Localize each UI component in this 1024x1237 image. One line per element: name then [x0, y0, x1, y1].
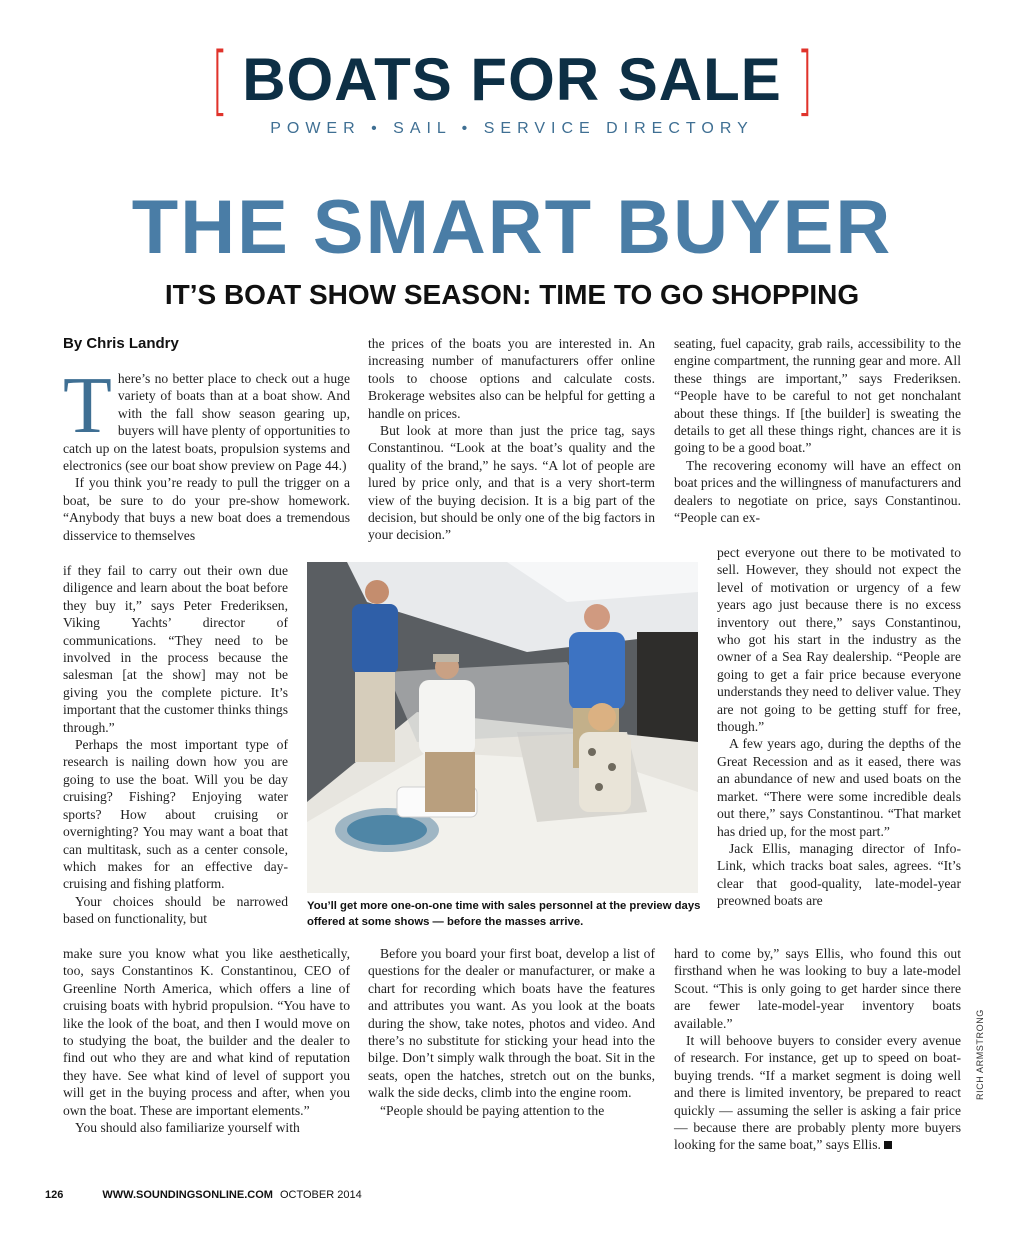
- column-3-top: [674, 335, 961, 526]
- masthead-close-bracket: ]: [796, 35, 813, 124]
- paragraph: if they fail to carry out their own due diligence and learn about the boat before they buy it,” says Peter Frederiksen, Viking Yachts’ director of communications. “They need to be involved in the process because the salesman [at the show] may not be giving you the complete picture. It’s important that the customer thinks things through.”: [63, 563, 288, 735]
- paragraph: seating, fuel capacity, grab rails, accessibility to the engine compartment, the running gear and more. All these things are important,” says Frederiksen. “People have to be careful to not get nonchalant about these things. If [the builder] is sweating the details to get all these things right, chances are it is going to be a good boat.”: [674, 336, 961, 456]
- paragraph: “People should be paying attention to the: [380, 1102, 605, 1118]
- paragraph: Before you board your first boat, develop a list of questions for the dealer or manufacturer, or make a chart for recording which boats have the features and attributes you want. As you look at the boats during the show, take notes, photos and video. And there’s no substitute for sticking your head into the bilge. Don’t simply walk through the boat. Sit in the seats, open the hatches, stretch out on the bunks, walk the side decks, climb into the engine room.: [368, 946, 655, 1101]
- paragraph: the prices of the boats you are interested in. An increasing number of manufacturers offer online tools to choose options and calculate costs. Brokerage websites also can be helpful for getting a handle on prices.: [368, 336, 655, 421]
- paragraph: But look at more than just the price tag, says Constantinou. “Look at the boat’s quality and the quality of the brand,” he says. “A lot of people are lured by price only, and that is a very short-term view of the buying decision. It is a big part of the decision, but should be only one of the big factors in your decision.”: [368, 423, 655, 543]
- paragraph: hard to come by,” says Ellis, who found this out firsthand when he was looking to buy a late-model Scout. “This is only going to get harder since there are fewer late-model-year inventory boats available.”: [674, 946, 961, 1031]
- website-url: WWW.SOUNDINGSONLINE.COM: [102, 1189, 273, 1201]
- paragraph: Perhaps the most important type of research is nailing down how you are going to use the boat. Will you be day cruising? Fishing? Enjoying water sports? How about cruising or overnighting? You may want a boat that can multitask, such as a center console, which makes for an effective day-cruising and fishing platform.: [63, 737, 288, 892]
- boat-show-photo-illustration: [307, 562, 698, 893]
- masthead: [0, 35, 1024, 124]
- column-2-bottom: [368, 945, 655, 1119]
- page-number: 126: [45, 1189, 64, 1201]
- column-1-top: [63, 362, 350, 544]
- column-1-bottom: [63, 945, 350, 1136]
- page-footer: [45, 1189, 362, 1201]
- article-headline: THE SMART BUYER: [131, 185, 893, 270]
- paragraph: Your choices should be narrowed based on functionality, but: [63, 893, 288, 927]
- paragraph: pect everyone out there to be motivated to sell. However, they should not expect the level of motivation or urgency of a few years ago just because there is no excess inventory out there,” says Constantinou, who got his start in the industry as the owner of a Sea Ray dealership. “People are going to get a fair price because everyone understands they need to deliver value. They are not going to be getting stuff for free, though.”: [717, 545, 961, 735]
- issue-date: OCTOBER 2014: [279, 1189, 362, 1201]
- paragraph: Jack Ellis, managing director of Info-Link, which tracks boat sales, agrees. “It’s clear that good-quality, late-model-year preowned boats are: [717, 840, 961, 909]
- column-2-top: [368, 335, 655, 544]
- column-1-middle: [63, 562, 288, 928]
- column-3-bottom: [674, 945, 961, 1154]
- paragraph: There’s no better place to check out a huge variety of boats than at a boat show. And with the fall show season gearing up, buyers will have plenty of opportunities to catch up on the latest boats, propulsion systems and electronics (see our boat show preview on Page 44.): [63, 362, 350, 474]
- byline: By Chris Landry: [63, 335, 179, 352]
- photo-caption: You’ll get more one-on-one time with sales personnel at the preview days offered at some shows — before the masses arrive.: [307, 900, 701, 928]
- paragraph: The recovering economy will have an effect on boat prices and the willingness of manufacturers and dealers to negotiate on price, says Constantinou. “People can ex-: [674, 457, 961, 526]
- paragraph: It will behoove buyers to consider every avenue of research. For instance, get up to speed on boat-buying trends. “If a market segment is doing well and there is limited inventory, be prepared to react quickly — assuming the seller is asking a fair price — because there are probably plenty more buyers looking for the same boat,” says Ellis.: [674, 1033, 961, 1153]
- masthead-subtitle: POWER • SAIL • SERVICE DIRECTORY: [270, 120, 754, 137]
- article-deck: IT’S BOAT SHOW SEASON: TIME TO GO SHOPPING: [164, 279, 860, 310]
- article-photo: [307, 562, 698, 893]
- paragraph: make sure you know what you like aesthetically, too, says Constantinos K. Constantinou, CEO of Greenline North America, which offers a line of cruising boats with hybrid propulsion. “You have to like the look of the boat, and then I would move on to studying the boat, the builder and the dealer to find out who they are and what kind of reputation they have. See what kind of level of support you will get in the buying process and after, when you own the boat. These are important elements.”: [63, 946, 350, 1118]
- drop-cap: T: [63, 362, 112, 450]
- end-mark-icon: [884, 1141, 892, 1149]
- masthead-title: BOATS FOR SALE: [242, 46, 782, 113]
- paragraph: A few years ago, during the depths of the Great Recession and as it eased, there was an abundance of new and used boats on the market. “There were some incredible deals out there,” says Constantinou. “That market has dried up, for the most part.”: [717, 736, 961, 839]
- paragraph: You should also familiarize yourself with: [75, 1120, 300, 1136]
- column-3-middle: [717, 544, 961, 910]
- paragraph: If you think you’re ready to pull the trigger on a boat, be sure to do your pre-show homework. “Anybody that buys a new boat does a tremendous disservice to themselves: [63, 475, 350, 543]
- masthead-open-bracket: [: [211, 35, 228, 124]
- photo-credit: RICH ARMSTRONG: [975, 1009, 985, 1100]
